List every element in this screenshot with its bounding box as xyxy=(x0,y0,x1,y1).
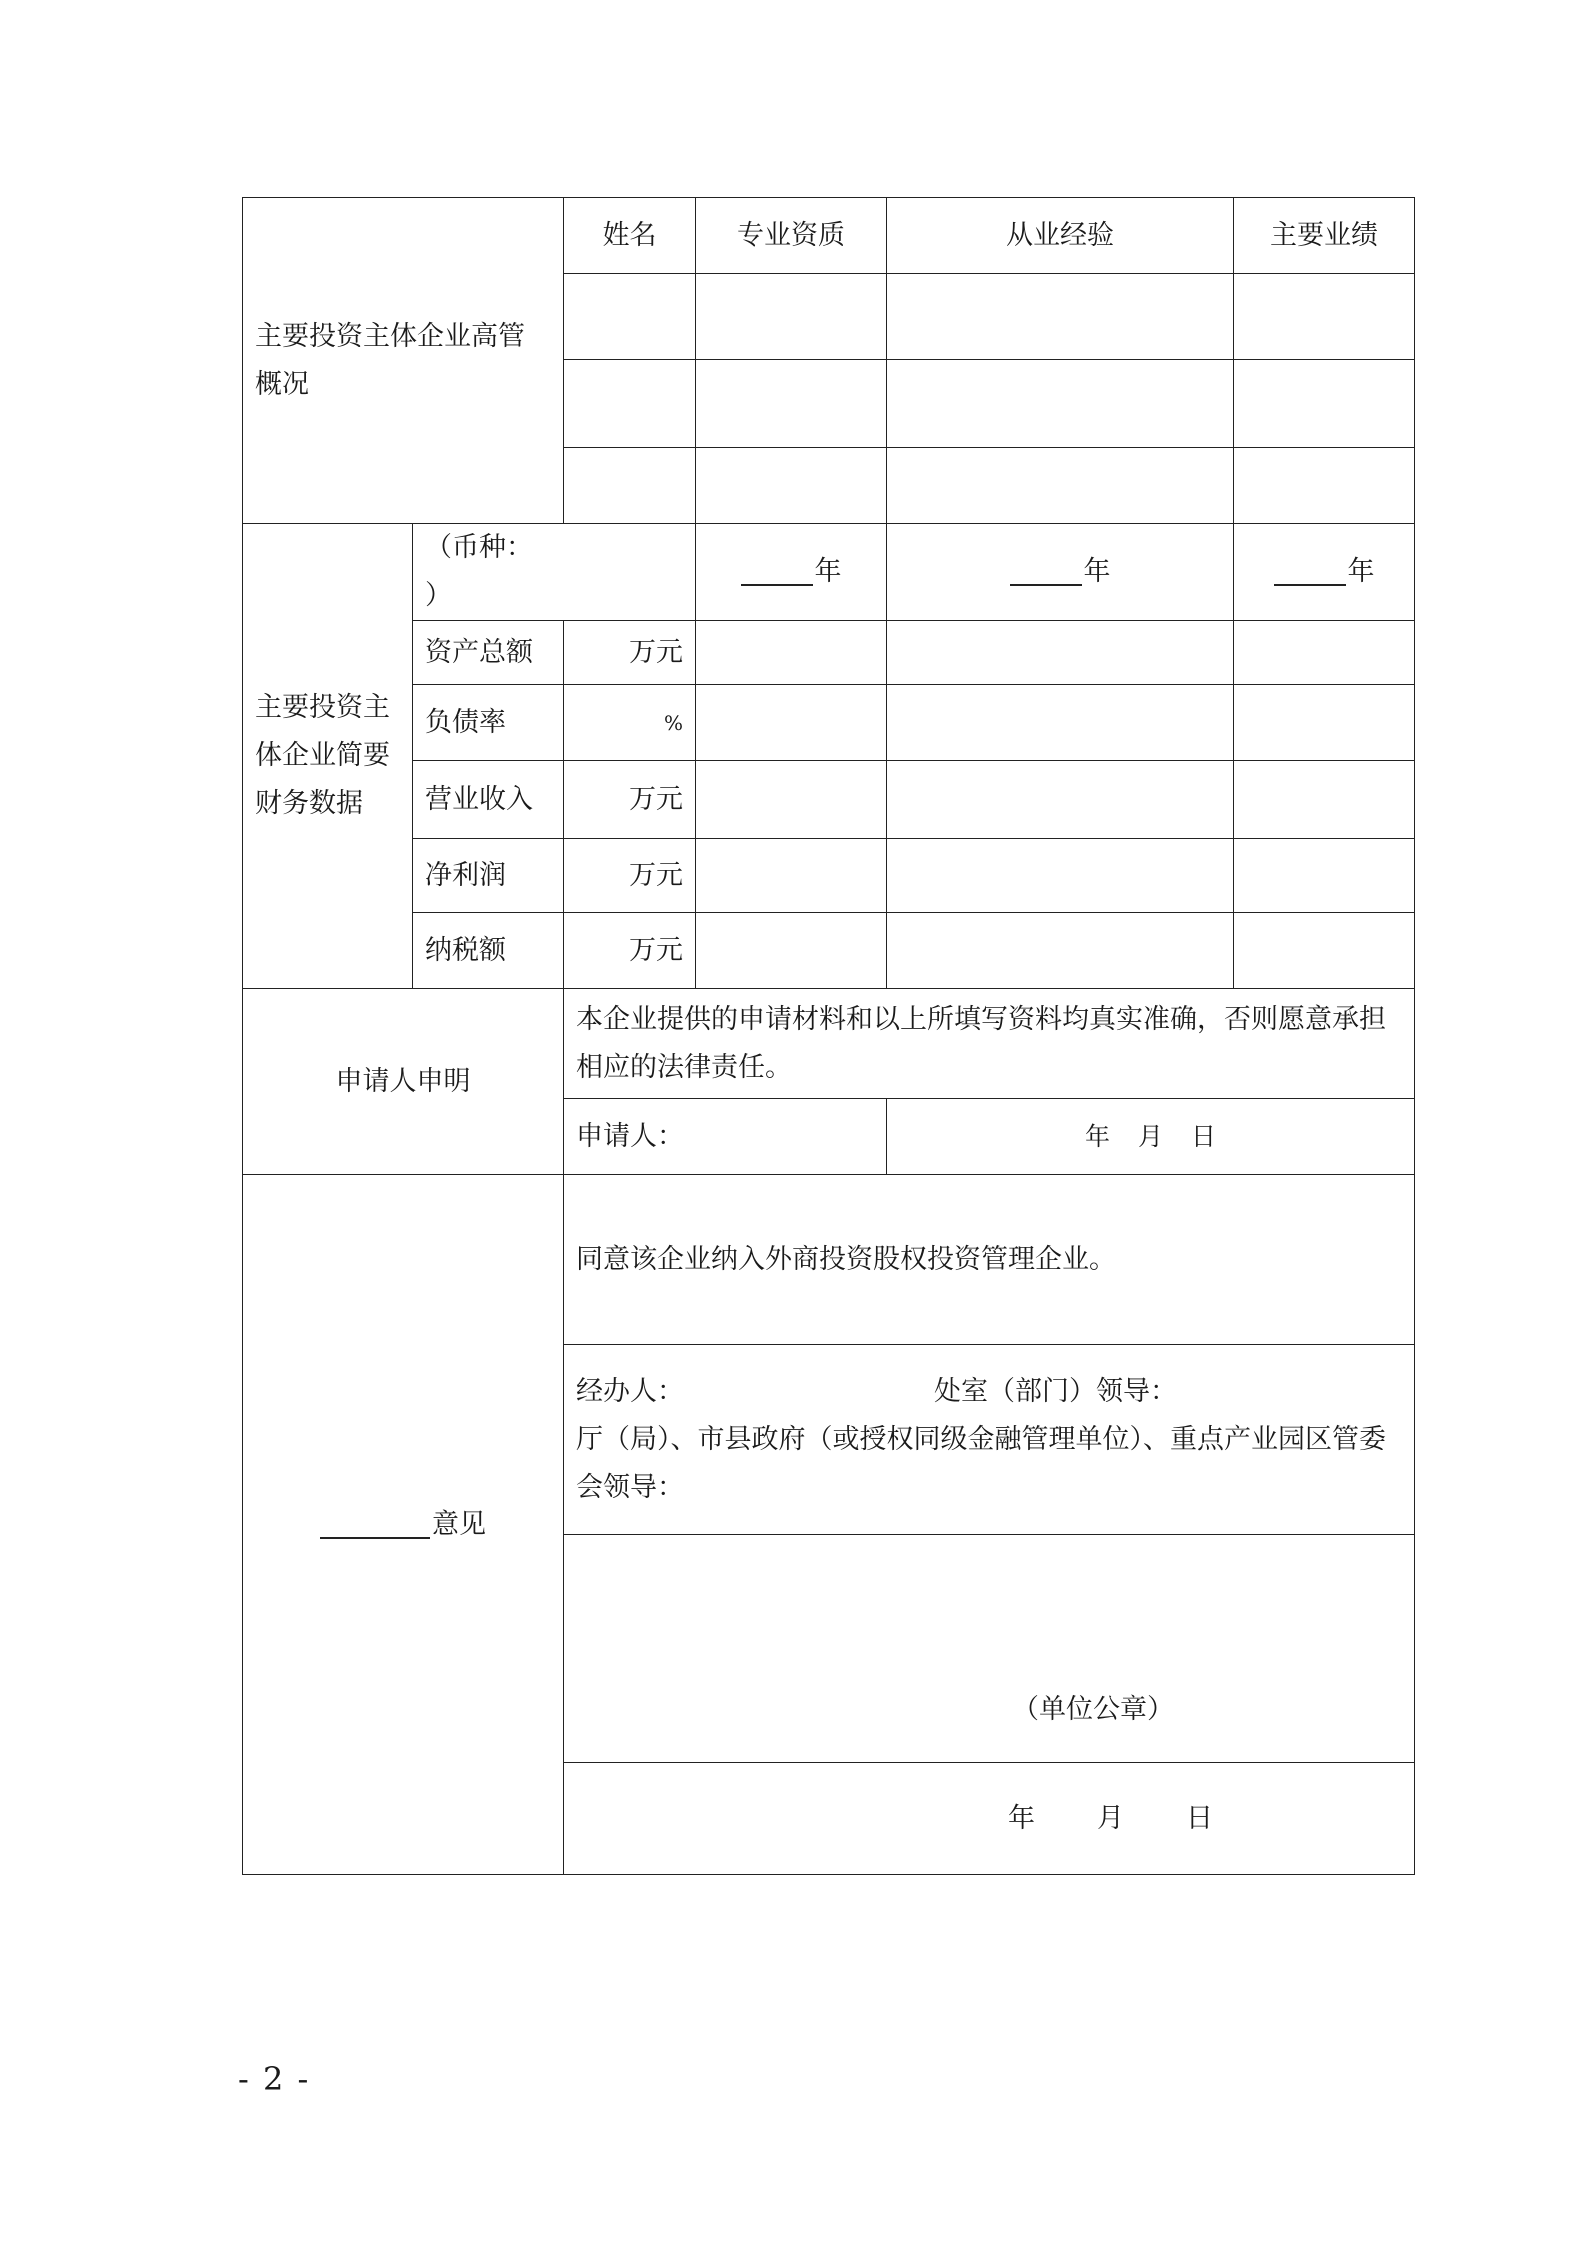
exec-header-experience: 从业经验 xyxy=(887,198,1234,274)
year-header-2[interactable] xyxy=(887,524,1234,621)
fin-row-name: 负债率 xyxy=(413,685,564,761)
fin-row-name: 净利润 xyxy=(413,839,564,913)
leader-text: 厅（局）、市县政府（或授权同级金融管理单位）、重点产业园区管委会领导： xyxy=(576,1423,1386,1503)
applicant-date-cell[interactable] xyxy=(887,1099,1415,1175)
exec-qualification-cell[interactable] xyxy=(696,360,887,448)
dept-leader-label: 处室（部门）领导： xyxy=(934,1375,1177,1407)
currency-close: ） xyxy=(425,580,452,611)
date-day: 日 xyxy=(1186,1802,1213,1834)
fin-value-cell[interactable] xyxy=(1234,761,1415,839)
applicant-signature-cell[interactable] xyxy=(564,1099,887,1175)
fin-value-cell[interactable] xyxy=(1234,839,1415,913)
exec-achievements-cell[interactable] xyxy=(1234,360,1415,448)
date-month: 月 xyxy=(1137,1121,1163,1151)
exec-header-name: 姓名 xyxy=(564,198,696,274)
exec-name-cell[interactable] xyxy=(564,274,696,360)
fin-value-cell[interactable] xyxy=(696,761,887,839)
seal-cell[interactable] xyxy=(564,1535,1415,1763)
year-header-1[interactable] xyxy=(696,524,887,621)
seal-text: （单位公章） xyxy=(1012,1694,1174,1725)
signatures-cell[interactable] xyxy=(564,1345,1415,1535)
fin-value-cell[interactable] xyxy=(696,685,887,761)
handler-label: 经办人： xyxy=(576,1375,684,1407)
year-suffix: 年 xyxy=(814,556,842,587)
year-header-3[interactable] xyxy=(1234,524,1415,621)
exec-achievements-cell[interactable] xyxy=(1234,274,1415,360)
fin-row-unit: 万元 xyxy=(564,621,696,685)
fin-value-cell[interactable] xyxy=(887,685,1234,761)
fin-value-cell[interactable] xyxy=(887,761,1234,839)
fin-row xyxy=(243,839,1415,913)
exec-name-cell[interactable] xyxy=(564,448,696,524)
exec-name-cell[interactable] xyxy=(564,360,696,448)
fin-row-name: 资产总额 xyxy=(413,621,564,685)
opinion-text: 同意该企业纳入外商投资股权投资管理企业。 xyxy=(564,1175,1415,1345)
exec-header-achievements: 主要业绩 xyxy=(1234,198,1415,274)
fin-value-cell[interactable] xyxy=(1234,913,1415,989)
fin-value-cell[interactable] xyxy=(887,839,1234,913)
currency-cell[interactable] xyxy=(413,524,696,621)
fin-value-cell[interactable] xyxy=(696,621,887,685)
exec-experience-cell[interactable] xyxy=(887,360,1234,448)
fin-value-cell[interactable] xyxy=(696,913,887,989)
year-suffix: 年 xyxy=(1083,556,1111,587)
currency-label: （币种： xyxy=(425,532,533,563)
exec-experience-cell[interactable] xyxy=(887,448,1234,524)
opinion-row xyxy=(243,1175,1415,1345)
exec-achievements-cell[interactable] xyxy=(1234,448,1415,524)
fin-row-name: 营业收入 xyxy=(413,761,564,839)
fin-value-cell[interactable] xyxy=(887,621,1234,685)
exec-experience-cell[interactable] xyxy=(887,274,1234,360)
opinion-dept-blank[interactable] xyxy=(320,1507,430,1539)
fin-value-cell[interactable] xyxy=(887,913,1234,989)
fin-row-unit: 万元 xyxy=(564,913,696,989)
fin-row-unit: % xyxy=(564,685,696,761)
exec-qualification-cell[interactable] xyxy=(696,274,887,360)
date-day: 日 xyxy=(1191,1121,1217,1151)
opinion-label-cell[interactable] xyxy=(243,1175,564,1875)
opinion-date-cell[interactable] xyxy=(564,1763,1415,1875)
exec-header-row xyxy=(243,198,1415,274)
declaration-label: 申请人申明 xyxy=(243,989,564,1175)
fin-value-cell[interactable] xyxy=(696,839,887,913)
fin-row-unit: 万元 xyxy=(564,761,696,839)
fin-value-cell[interactable] xyxy=(1234,621,1415,685)
fin-section-label: 主要投资主体企业简要财务数据 xyxy=(243,524,413,989)
exec-section-label: 主要投资主体企业高管概况 xyxy=(243,198,564,524)
year-suffix: 年 xyxy=(1347,556,1375,587)
page-number: - 2 - xyxy=(238,2060,311,2098)
fin-row-name: 纳税额 xyxy=(413,913,564,989)
fin-value-cell[interactable] xyxy=(1234,685,1415,761)
date-year: 年 xyxy=(1008,1802,1035,1834)
applicant-label: 申请人： xyxy=(576,1120,684,1152)
date-year: 年 xyxy=(1084,1121,1110,1151)
fin-row-unit: 万元 xyxy=(564,839,696,913)
fin-row xyxy=(243,913,1415,989)
application-form-table xyxy=(242,197,1415,1875)
fin-row xyxy=(243,761,1415,839)
fin-row xyxy=(243,621,1415,685)
declaration-text: 本企业提供的申请材料和以上所填写资料均真实准确，否则愿意承担相应的法律责任。 xyxy=(564,989,1415,1099)
fin-row xyxy=(243,685,1415,761)
fin-header-row xyxy=(243,524,1415,621)
opinion-label: 意见 xyxy=(432,1508,486,1540)
declaration-row xyxy=(243,989,1415,1099)
date-month: 月 xyxy=(1097,1802,1124,1834)
exec-header-qualification: 专业资质 xyxy=(696,198,887,274)
exec-qualification-cell[interactable] xyxy=(696,448,887,524)
